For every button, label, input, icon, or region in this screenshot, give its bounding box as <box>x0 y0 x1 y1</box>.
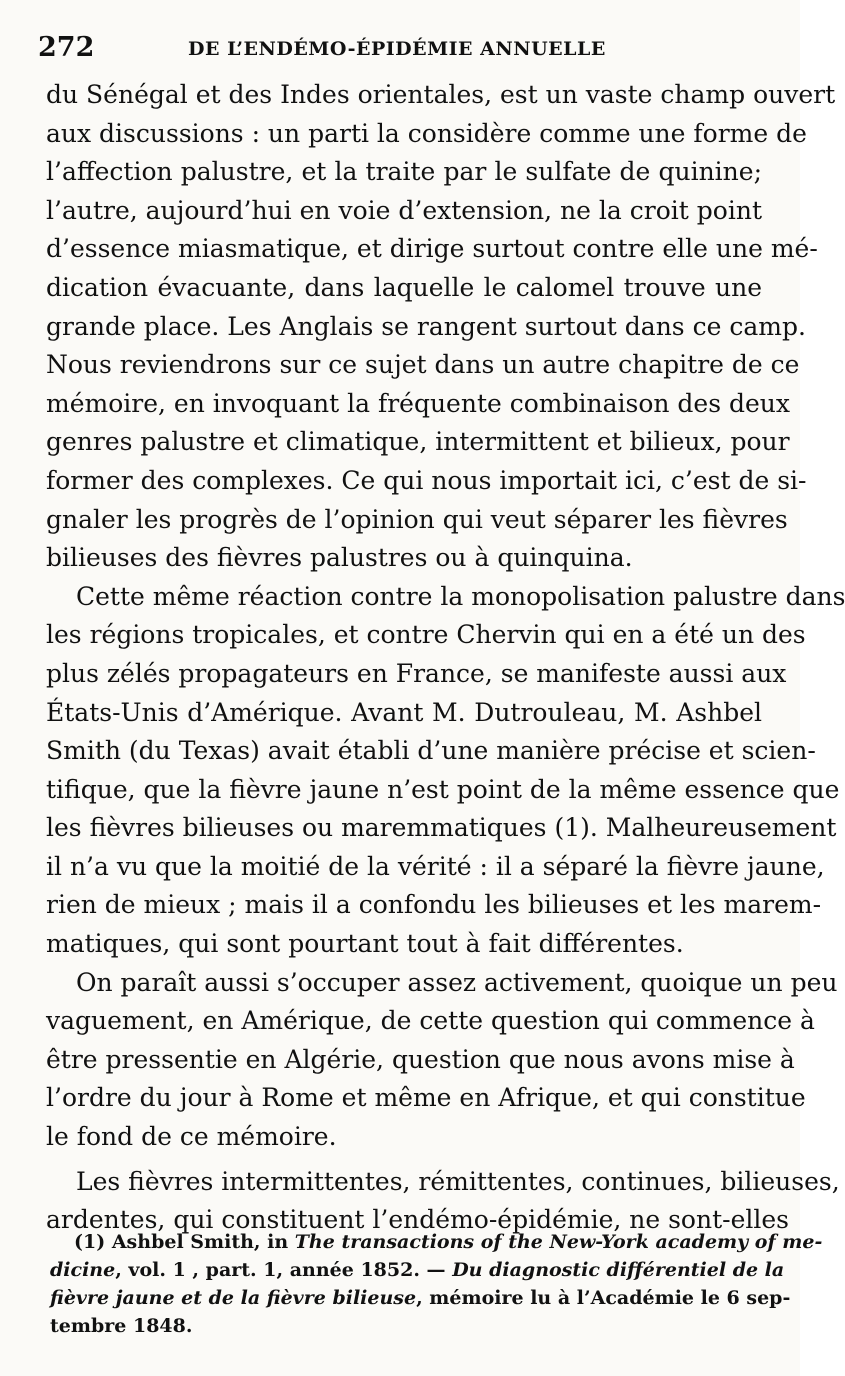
footnote-italic: Du diagnostic différentiel de la <box>452 1259 785 1281</box>
text-line: l’ordre du jour à Rome et même en Afrique, et qui constitue <box>46 1083 806 1113</box>
text-line: vaguement, en Amérique, de cette question qui commence à <box>46 1006 815 1036</box>
footnote-italic: The transactions of the New-York academy of me- <box>294 1231 823 1253</box>
footnote-text: , vol. 1 , part. 1, année 1852. — <box>115 1259 453 1281</box>
paragraph <box>46 964 838 1157</box>
text-line: l’affection palustre, et la traite par le sulfate de quinine; <box>46 157 762 187</box>
footnote-text: , mémoire lu à l’Académie le 6 sep- <box>416 1287 791 1309</box>
text-line: Cette même réaction contre la monopolisation palustre dans <box>76 581 845 611</box>
text-line: former des complexes. Ce qui nous importait ici, c’est de si- <box>46 465 807 495</box>
text-line: aux discussions : un parti la considère comme une forme de <box>46 118 807 148</box>
text-line: grande place. Les Anglais se rangent surtout dans ce camp. <box>46 311 806 341</box>
text-line: genres palustre et climatique, intermittent et bilieux, pour <box>46 427 790 457</box>
text-line: les fièvres bilieuses ou maremmatiques (1). Malheureusement <box>46 813 837 843</box>
text-line: les régions tropicales, et contre Chervin qui en a été un des <box>46 620 806 650</box>
text-line: matiques, qui sont pourtant tout à fait différentes. <box>46 929 684 959</box>
footnote-italic: fièvre jaune et de la fièvre bilieuse <box>50 1287 417 1309</box>
footnote-line <box>50 1228 823 1256</box>
text-line: ardentes, qui constituent l’endémo-épidémie, ne sont-elles <box>46 1205 789 1235</box>
text-line: États-Unis d’Amérique. Avant M. Dutrouleau, M. Ashbel <box>46 697 762 727</box>
text-line: plus zélés propagateurs en France, se manifeste aussi aux <box>46 658 787 688</box>
running-head <box>38 32 770 72</box>
text-line: Nous reviendrons sur ce sujet dans un autre chapitre de ce <box>46 350 800 380</box>
text-line: rien de mieux ; mais il a confondu les bilieuses et les marem- <box>46 890 822 920</box>
paragraph <box>46 76 836 578</box>
text-line: d’essence miasmatique, et dirige surtout contre elle une mé- <box>46 234 818 264</box>
text-line: On paraît aussi s’occuper assez activement, quoique un peu <box>76 967 838 997</box>
text-line: le fond de ce mémoire. <box>46 1122 337 1152</box>
text-line: du Sénégal et des Indes orientales, est un vaste champ ouvert <box>46 80 836 109</box>
body-text <box>46 76 845 1240</box>
footnote-italic: dicine <box>50 1259 116 1281</box>
text-line: l’autre, aujourd’hui en voie d’extension, ne la croit point <box>46 195 762 225</box>
text-line: tifique, que la fièvre jaune n’est point de la même essence que <box>46 774 840 804</box>
page-number: 272 <box>38 32 95 63</box>
text-line: Les fièvres intermittentes, rémittentes, continues, bilieuses, <box>76 1166 840 1196</box>
footnotes <box>50 1228 823 1340</box>
text-line: gnaler les progrès de l’opinion qui veut séparer les fièvres <box>46 504 788 534</box>
text-line: dication évacuante, dans laquelle le calomel trouve une <box>46 272 762 302</box>
footnote-line <box>50 1256 785 1284</box>
text-line: bilieuses des fièvres palustres ou à quinquina. <box>46 543 633 573</box>
running-title: DE L’ENDÉMO-ÉPIDÉMIE ANNUELLE <box>188 38 606 60</box>
footnote-line: tembre 1848. <box>50 1315 193 1337</box>
text-line: Smith (du Texas) avait établi d’une manière précise et scien- <box>46 736 816 766</box>
text-line: il n’a vu que la moitié de la vérité : il a séparé la fièvre jaune, <box>46 851 825 881</box>
footnote-text: (1) Ashbel Smith, in <box>74 1231 295 1253</box>
text-line: mémoire, en invoquant la fréquente combinaison des deux <box>46 388 791 418</box>
footnote-line <box>50 1284 791 1312</box>
paragraph <box>46 578 845 964</box>
text-line: être pressentie en Algérie, question que nous avons mise à <box>46 1044 795 1074</box>
